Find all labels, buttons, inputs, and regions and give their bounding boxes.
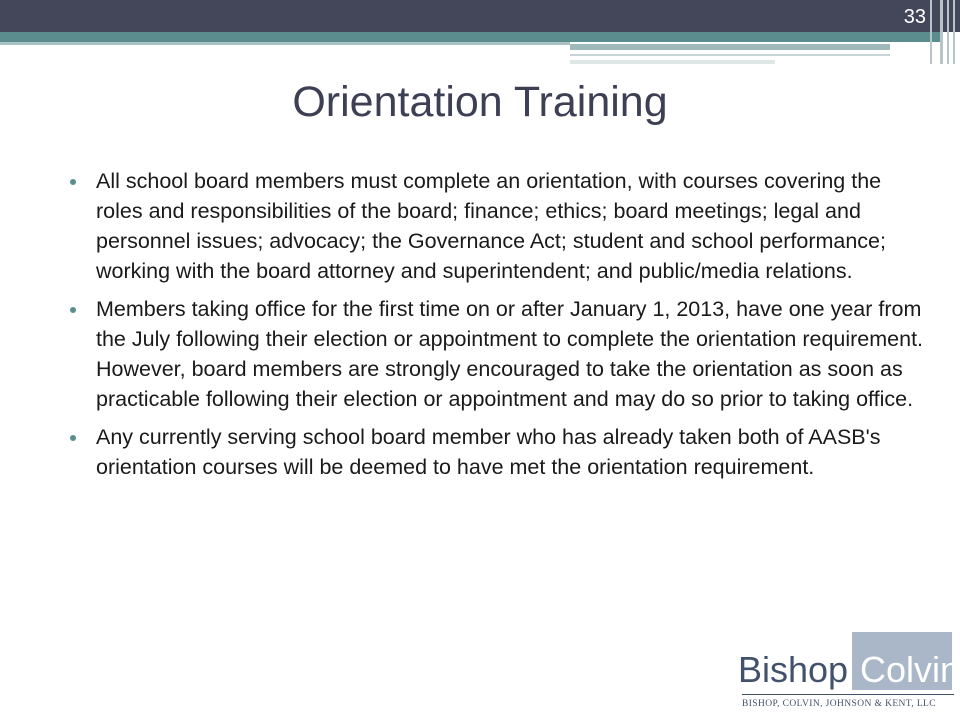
header-stripe bbox=[570, 54, 890, 56]
bullet-text: All school board members must complete an orientation, with courses covering the roles and responsibilities of the board; finance; ethics; board meetings; legal and personnel issues; advocacy; the Governance Act; student and school performance; working with the board attorney and superintendent; and public/media relations. bbox=[96, 169, 886, 283]
header-accent-band bbox=[0, 32, 940, 42]
header-divider bbox=[930, 0, 932, 64]
logo-word-colvin: Colvin bbox=[860, 649, 960, 690]
logo-divider bbox=[742, 694, 954, 695]
bullet-text: Members taking office for the first time on or after January 1, 2013, have one year from the July following their election or appointment to complete the orientation requirement. However, board members are strongly encouraged to take the orientation as soon as practicable following their election or appointment and may do so prior to taking office. bbox=[96, 297, 924, 411]
logo-word-bishop: Bishop bbox=[738, 649, 849, 690]
company-logo bbox=[736, 632, 960, 720]
bullet-item bbox=[96, 166, 926, 286]
header-stripe bbox=[570, 44, 890, 50]
bullet-list bbox=[96, 166, 926, 490]
logo-subtitle: BISHOP, COLVIN, JOHNSON & KENT, LLC bbox=[742, 699, 936, 709]
bullet-icon bbox=[70, 307, 76, 313]
header-bar bbox=[0, 0, 960, 32]
slide-number: 33 bbox=[903, 6, 926, 28]
header-stripe bbox=[570, 60, 775, 64]
bullet-item bbox=[96, 294, 926, 414]
header-divider bbox=[953, 0, 955, 64]
header-accent-band-light bbox=[0, 42, 570, 45]
bullet-item bbox=[96, 422, 926, 482]
bullet-icon bbox=[70, 179, 76, 185]
header-divider bbox=[940, 0, 943, 64]
header-divider bbox=[947, 0, 949, 64]
slide-title: Orientation Training bbox=[292, 78, 668, 126]
bullet-text: Any currently serving school board member who has already taken both of AASB's orientation courses will be deemed to have met the orientation requirement. bbox=[96, 425, 881, 479]
bullet-icon bbox=[70, 435, 76, 441]
